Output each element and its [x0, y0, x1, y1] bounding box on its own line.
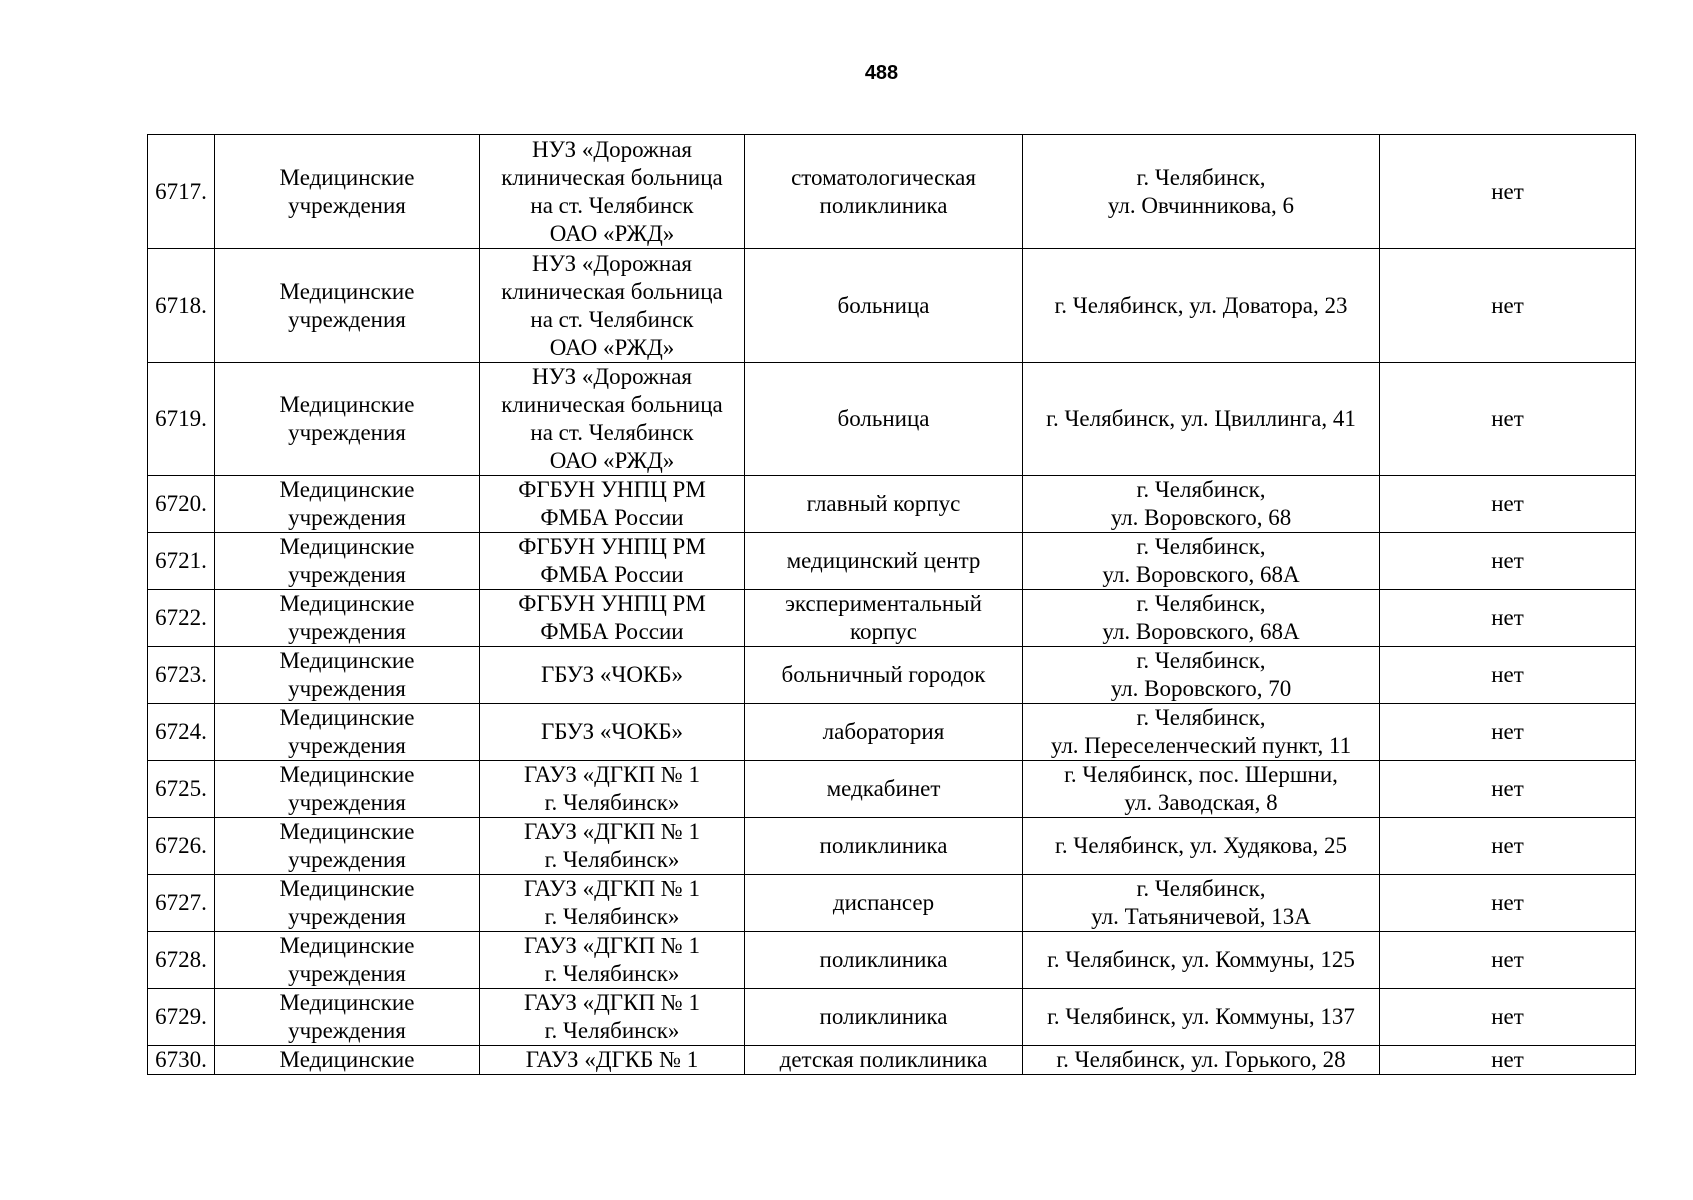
- row-address: г. Челябинск, ул. Горького, 28: [1023, 1046, 1380, 1075]
- row-object: главный корпус: [745, 476, 1023, 533]
- table-row: [148, 135, 1636, 249]
- table-row: [148, 818, 1636, 875]
- row-address: г. Челябинск, ул. Татьяничевой, 13А: [1023, 875, 1380, 932]
- row-object: медкабинет: [745, 761, 1023, 818]
- table-row: [148, 590, 1636, 647]
- row-number: 6721.: [148, 533, 215, 590]
- row-category: Медицинские учреждения: [215, 363, 480, 476]
- row-category: Медицинские: [215, 1046, 480, 1075]
- row-category: Медицинские учреждения: [215, 818, 480, 875]
- row-organization: НУЗ «Дорожная клиническая больница на ст. Челябинск ОАО «РЖД»: [480, 249, 745, 363]
- registry-table: [147, 134, 1636, 1075]
- table-row: [148, 249, 1636, 363]
- row-organization: ГАУЗ «ДГКП № 1 г. Челябинск»: [480, 761, 745, 818]
- row-object: стоматологическая поликлиника: [745, 135, 1023, 249]
- row-number: 6717.: [148, 135, 215, 249]
- row-flag: нет: [1380, 476, 1636, 533]
- row-category: Медицинские учреждения: [215, 704, 480, 761]
- table-row: [148, 533, 1636, 590]
- row-organization: ГАУЗ «ДГКП № 1 г. Челябинск»: [480, 932, 745, 989]
- row-flag: нет: [1380, 818, 1636, 875]
- row-category: Медицинские учреждения: [215, 761, 480, 818]
- row-category: Медицинские учреждения: [215, 647, 480, 704]
- row-organization: ГБУЗ «ЧОКБ»: [480, 704, 745, 761]
- row-organization: ГБУЗ «ЧОКБ»: [480, 647, 745, 704]
- row-number: 6718.: [148, 249, 215, 363]
- row-organization: ГАУЗ «ДГКП № 1 г. Челябинск»: [480, 875, 745, 932]
- row-number: 6727.: [148, 875, 215, 932]
- row-organization: НУЗ «Дорожная клиническая больница на ст. Челябинск ОАО «РЖД»: [480, 363, 745, 476]
- row-flag: нет: [1380, 249, 1636, 363]
- row-address: г. Челябинск, ул. Переселенческий пункт, 11: [1023, 704, 1380, 761]
- row-flag: нет: [1380, 135, 1636, 249]
- row-flag: нет: [1380, 932, 1636, 989]
- row-address: г. Челябинск, ул. Цвиллинга, 41: [1023, 363, 1380, 476]
- row-object: экспериментальный корпус: [745, 590, 1023, 647]
- row-flag: нет: [1380, 363, 1636, 476]
- row-number: 6720.: [148, 476, 215, 533]
- row-object: поликлиника: [745, 989, 1023, 1046]
- row-object: медицинский центр: [745, 533, 1023, 590]
- row-flag: нет: [1380, 704, 1636, 761]
- row-category: Медицинские учреждения: [215, 476, 480, 533]
- table-row: [148, 704, 1636, 761]
- row-object: поликлиника: [745, 932, 1023, 989]
- table-row: [148, 476, 1636, 533]
- row-category: Медицинские учреждения: [215, 249, 480, 363]
- row-organization: ГАУЗ «ДГКП № 1 г. Челябинск»: [480, 989, 745, 1046]
- row-organization: ФГБУН УНПЦ РМ ФМБА России: [480, 590, 745, 647]
- row-object: поликлиника: [745, 818, 1023, 875]
- row-category: Медицинские учреждения: [215, 875, 480, 932]
- row-object: больничный городок: [745, 647, 1023, 704]
- table-row: [148, 989, 1636, 1046]
- row-address: г. Челябинск, ул. Худякова, 25: [1023, 818, 1380, 875]
- row-flag: нет: [1380, 761, 1636, 818]
- row-flag: нет: [1380, 989, 1636, 1046]
- table-row: [148, 647, 1636, 704]
- row-flag: нет: [1380, 647, 1636, 704]
- row-address: г. Челябинск, ул. Доватора, 23: [1023, 249, 1380, 363]
- row-category: Медицинские учреждения: [215, 533, 480, 590]
- row-number: 6719.: [148, 363, 215, 476]
- table-row: [148, 875, 1636, 932]
- row-category: Медицинские учреждения: [215, 932, 480, 989]
- row-organization: НУЗ «Дорожная клиническая больница на ст. Челябинск ОАО «РЖД»: [480, 135, 745, 249]
- row-address: г. Челябинск, пос. Шершни, ул. Заводская, 8: [1023, 761, 1380, 818]
- row-flag: нет: [1380, 533, 1636, 590]
- row-category: Медицинские учреждения: [215, 590, 480, 647]
- row-object: диспансер: [745, 875, 1023, 932]
- table-row: [148, 932, 1636, 989]
- row-flag: нет: [1380, 1046, 1636, 1075]
- row-organization: ФГБУН УНПЦ РМ ФМБА России: [480, 476, 745, 533]
- row-number: 6725.: [148, 761, 215, 818]
- row-flag: нет: [1380, 875, 1636, 932]
- row-address: г. Челябинск, ул. Коммуны, 125: [1023, 932, 1380, 989]
- row-address: г. Челябинск, ул. Воровского, 68А: [1023, 533, 1380, 590]
- row-object: больница: [745, 363, 1023, 476]
- row-category: Медицинские учреждения: [215, 135, 480, 249]
- row-number: 6728.: [148, 932, 215, 989]
- row-address: г. Челябинск, ул. Воровского, 68А: [1023, 590, 1380, 647]
- row-number: 6724.: [148, 704, 215, 761]
- row-number: 6729.: [148, 989, 215, 1046]
- row-object: больница: [745, 249, 1023, 363]
- table-row: [148, 1046, 1636, 1075]
- row-organization: ГАУЗ «ДГКБ № 1: [480, 1046, 745, 1075]
- row-number: 6723.: [148, 647, 215, 704]
- row-address: г. Челябинск, ул. Воровского, 68: [1023, 476, 1380, 533]
- table-row: [148, 761, 1636, 818]
- row-address: г. Челябинск, ул. Воровского, 70: [1023, 647, 1380, 704]
- row-object: детская поликлиника: [745, 1046, 1023, 1075]
- row-organization: ФГБУН УНПЦ РМ ФМБА России: [480, 533, 745, 590]
- row-number: 6722.: [148, 590, 215, 647]
- row-flag: нет: [1380, 590, 1636, 647]
- row-object: лаборатория: [745, 704, 1023, 761]
- row-number: 6730.: [148, 1046, 215, 1075]
- row-category: Медицинские учреждения: [215, 989, 480, 1046]
- row-address: г. Челябинск, ул. Овчинникова, 6: [1023, 135, 1380, 249]
- table-row: [148, 363, 1636, 476]
- registry-table-body: [148, 135, 1636, 1075]
- row-address: г. Челябинск, ул. Коммуны, 137: [1023, 989, 1380, 1046]
- row-organization: ГАУЗ «ДГКП № 1 г. Челябинск»: [480, 818, 745, 875]
- page-number: 488: [864, 62, 899, 84]
- row-number: 6726.: [148, 818, 215, 875]
